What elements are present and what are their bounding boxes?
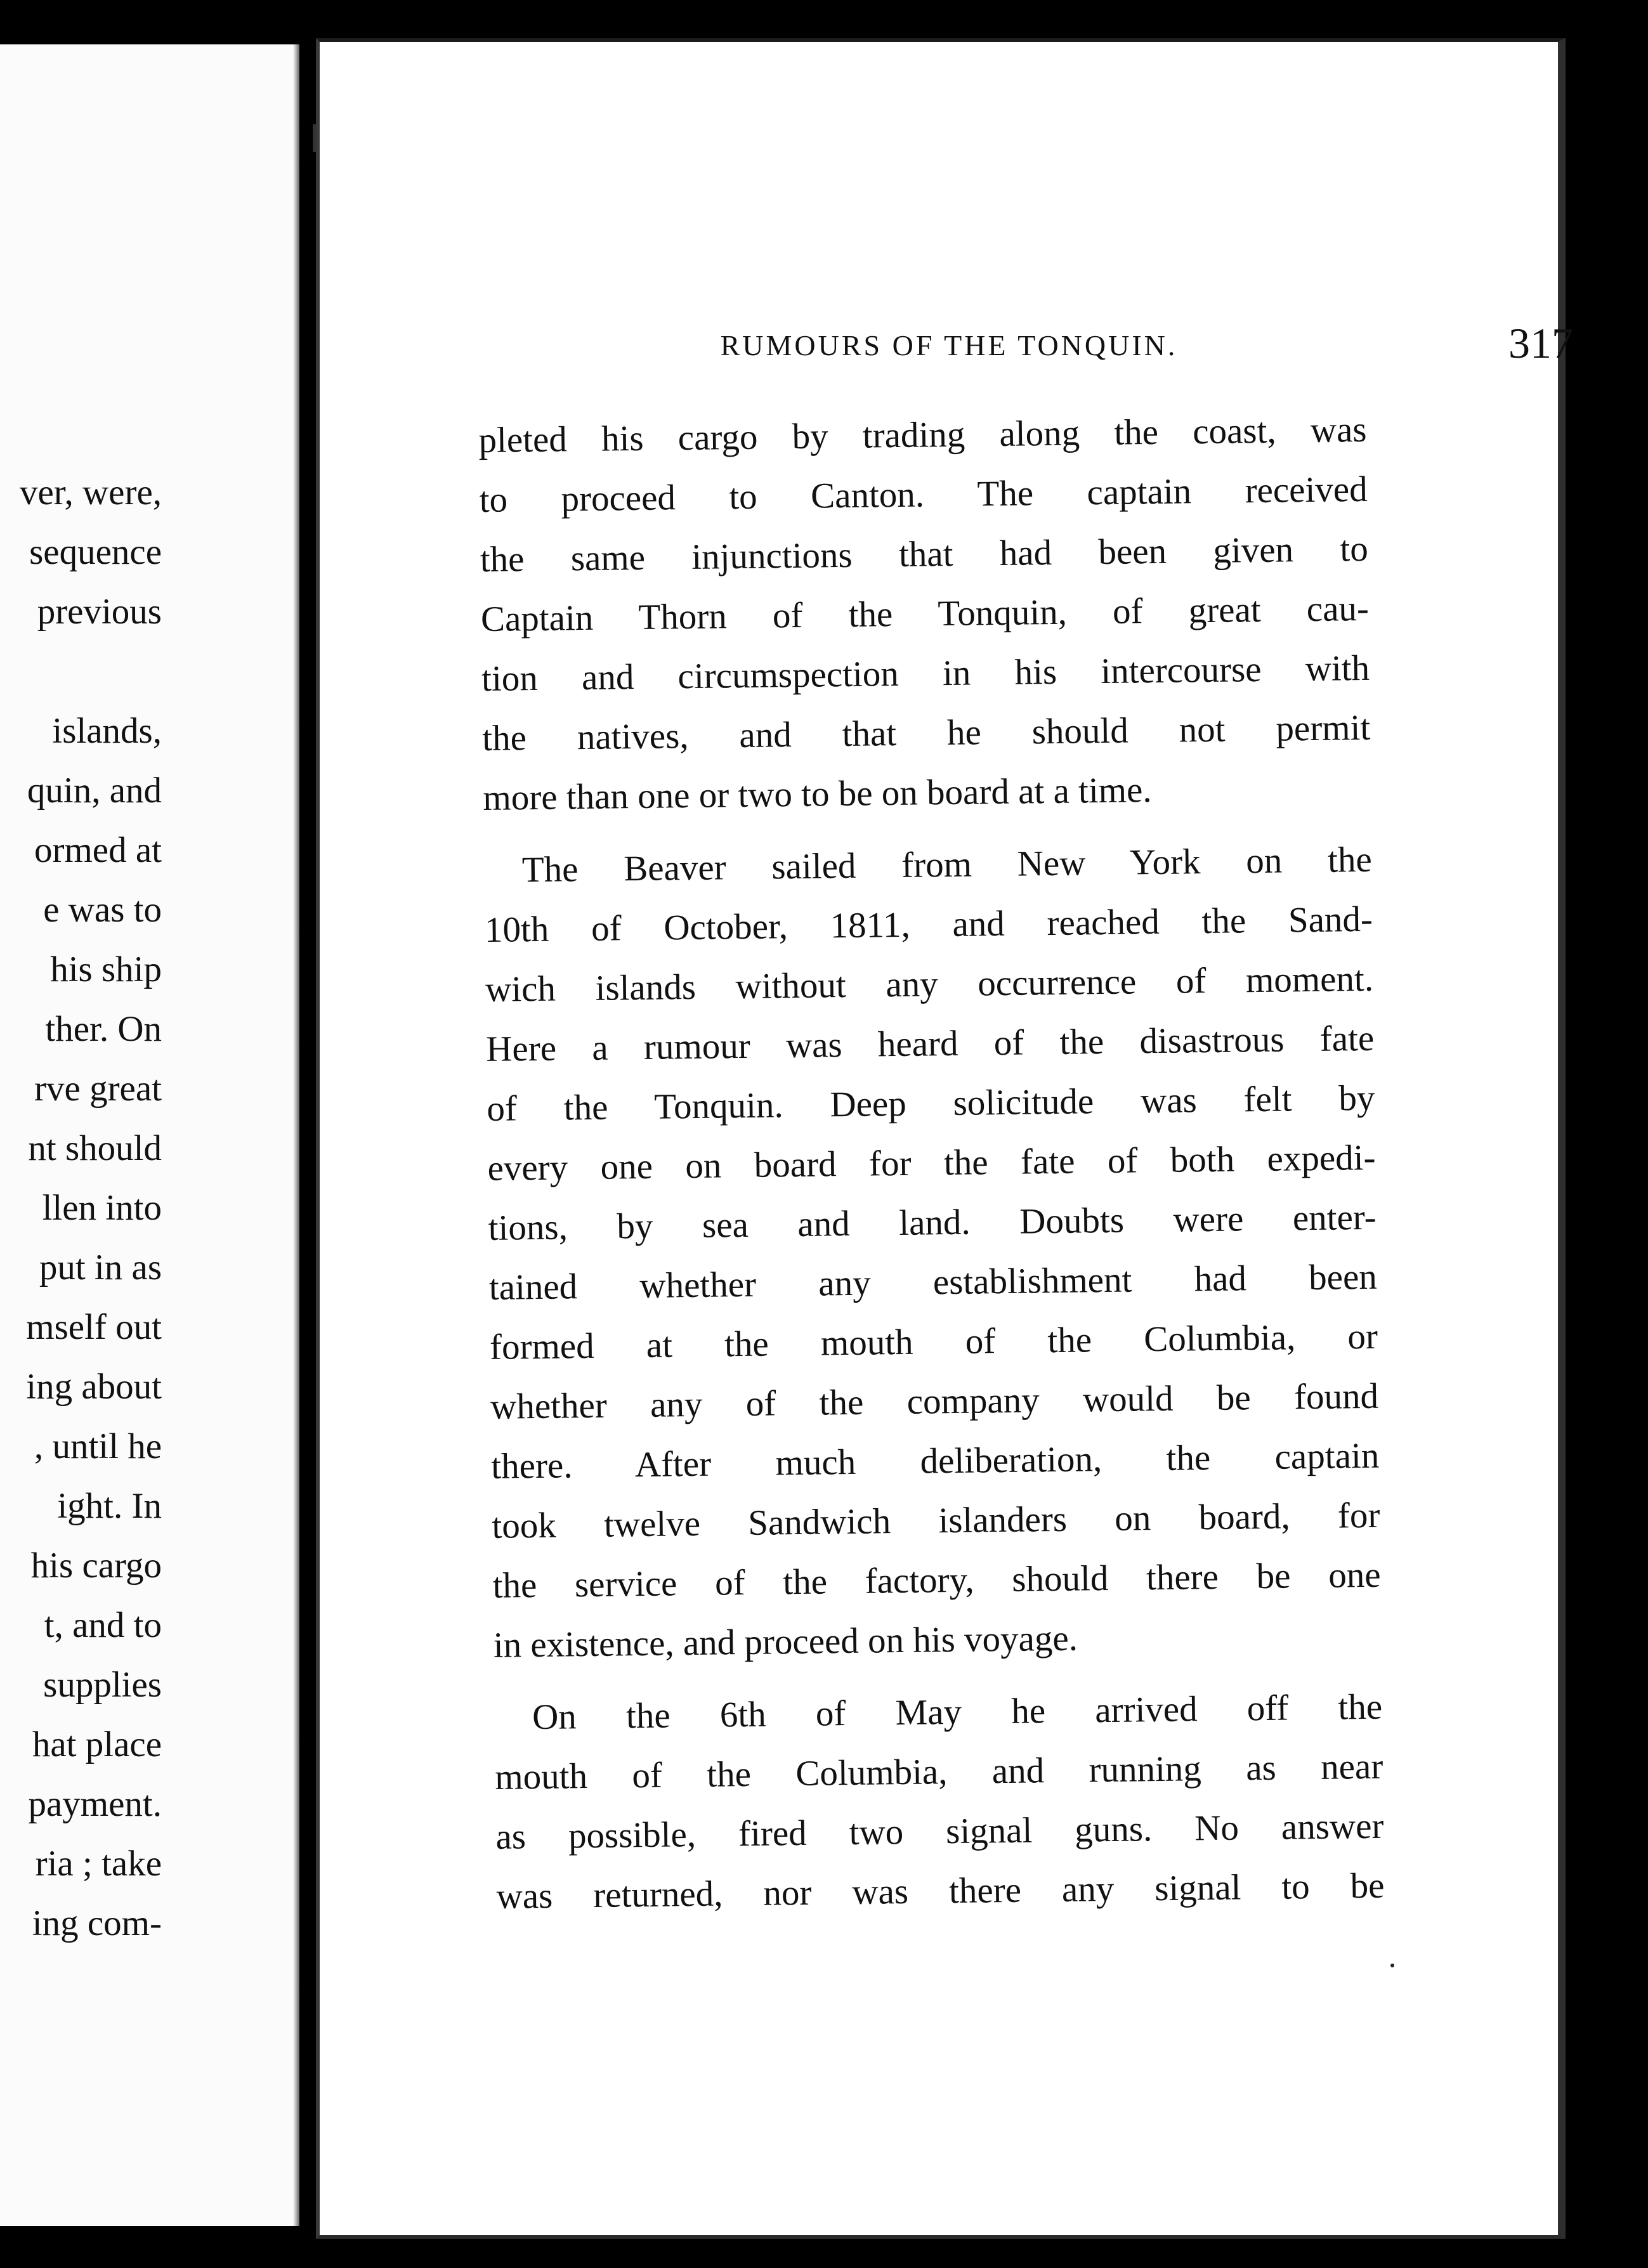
text-line: more than one or two to be on board at a time. <box>483 770 1152 818</box>
text-line: tion and circumspection in his intercourse with <box>481 648 1370 699</box>
left-page-line: previous <box>37 592 162 632</box>
left-page-line: ther. On <box>45 1009 162 1049</box>
left-page-line: , until he <box>34 1426 162 1466</box>
text-line: the same injunctions that had been given to <box>480 528 1369 580</box>
text-line: took twelve Sandwich islanders on board, for <box>492 1495 1380 1546</box>
text-line: pleted his cargo by trading along the coast, was <box>478 409 1367 460</box>
text-line: was returned, nor was there any signal to be <box>496 1865 1385 1917</box>
left-page-line: his cargo <box>30 1546 162 1586</box>
left-page-line: e was to <box>43 890 162 930</box>
text-line: On the 6th of May he arrived off the <box>532 1686 1383 1738</box>
left-page-line: ver, were, <box>20 472 162 512</box>
text-line: as possible, fired two signal guns. No answer <box>495 1806 1384 1857</box>
left-page-text <box>0 463 162 1953</box>
paper-speck <box>1390 1964 1394 1967</box>
body-text <box>478 400 1385 1927</box>
left-page-line: supplies <box>43 1665 162 1705</box>
text-line: the service of the factory, should there be one <box>492 1554 1381 1606</box>
text-line: mouth of the Columbia, and running as near <box>494 1746 1383 1797</box>
page-gutter-shadow <box>293 44 299 2226</box>
left-page-line: rve great <box>34 1069 162 1109</box>
book-page <box>316 38 1573 2239</box>
left-page-line: islands, <box>52 711 162 751</box>
left-page-line: ormed at <box>34 830 162 870</box>
left-page-line: nt should <box>28 1128 162 1168</box>
left-page-line: his ship <box>50 949 162 989</box>
left-page-line: llen into <box>42 1188 162 1228</box>
text-line: wich islands without any occurrence of moment. <box>485 958 1374 1010</box>
left-page-fragment <box>0 44 299 2226</box>
left-page-line: quin, and <box>27 771 162 811</box>
left-page-line: t, and to <box>44 1605 162 1645</box>
left-page-line: payment. <box>28 1784 162 1824</box>
text-line: every one on board for the fate of both expedi- <box>487 1137 1376 1189</box>
left-page-line: sequence <box>29 532 162 572</box>
left-page-paragraph-gap <box>0 642 162 701</box>
left-page-line: ing about <box>26 1367 162 1407</box>
text-line: 10th of October, 1811, and reached the Sand- <box>484 899 1373 950</box>
text-line: there. After much deliberation, the captain <box>490 1435 1380 1487</box>
text-line: of the Tonquin. Deep solicitude was felt by <box>487 1078 1375 1129</box>
left-page-line: put in as <box>39 1248 162 1287</box>
text-line: tained whether any establishment had been <box>488 1256 1378 1308</box>
left-page-line: ing com- <box>32 1903 162 1943</box>
text-line: to proceed to Canton. The captain received <box>479 469 1368 520</box>
left-page-line: ria ; take <box>35 1844 162 1884</box>
text-line: The Beaver sailed from New York on the <box>521 839 1373 890</box>
text-line: tions, by sea and land. Doubts were enter- <box>488 1197 1377 1248</box>
text-line: in existence, and proceed on his voyage. <box>493 1618 1078 1665</box>
left-page-line: ight. In <box>57 1486 162 1526</box>
text-line: Here a rumour was heard of the disastrous fate <box>485 1018 1375 1069</box>
page-number: 317 <box>1508 319 1573 367</box>
text-line: the natives, and that he should not permit <box>481 707 1371 759</box>
text-line: whether any of the company would be found <box>490 1376 1379 1427</box>
text-line: formed at the mouth of the Columbia, or <box>489 1316 1378 1367</box>
text-line: Captain Thorn of the Tonquin, of great cau- <box>480 588 1370 639</box>
running-head: RUMOURS OF THE TONQUIN. <box>720 329 1178 362</box>
left-page-line: mself out <box>26 1307 162 1347</box>
left-page-line: hat place <box>32 1724 162 1764</box>
